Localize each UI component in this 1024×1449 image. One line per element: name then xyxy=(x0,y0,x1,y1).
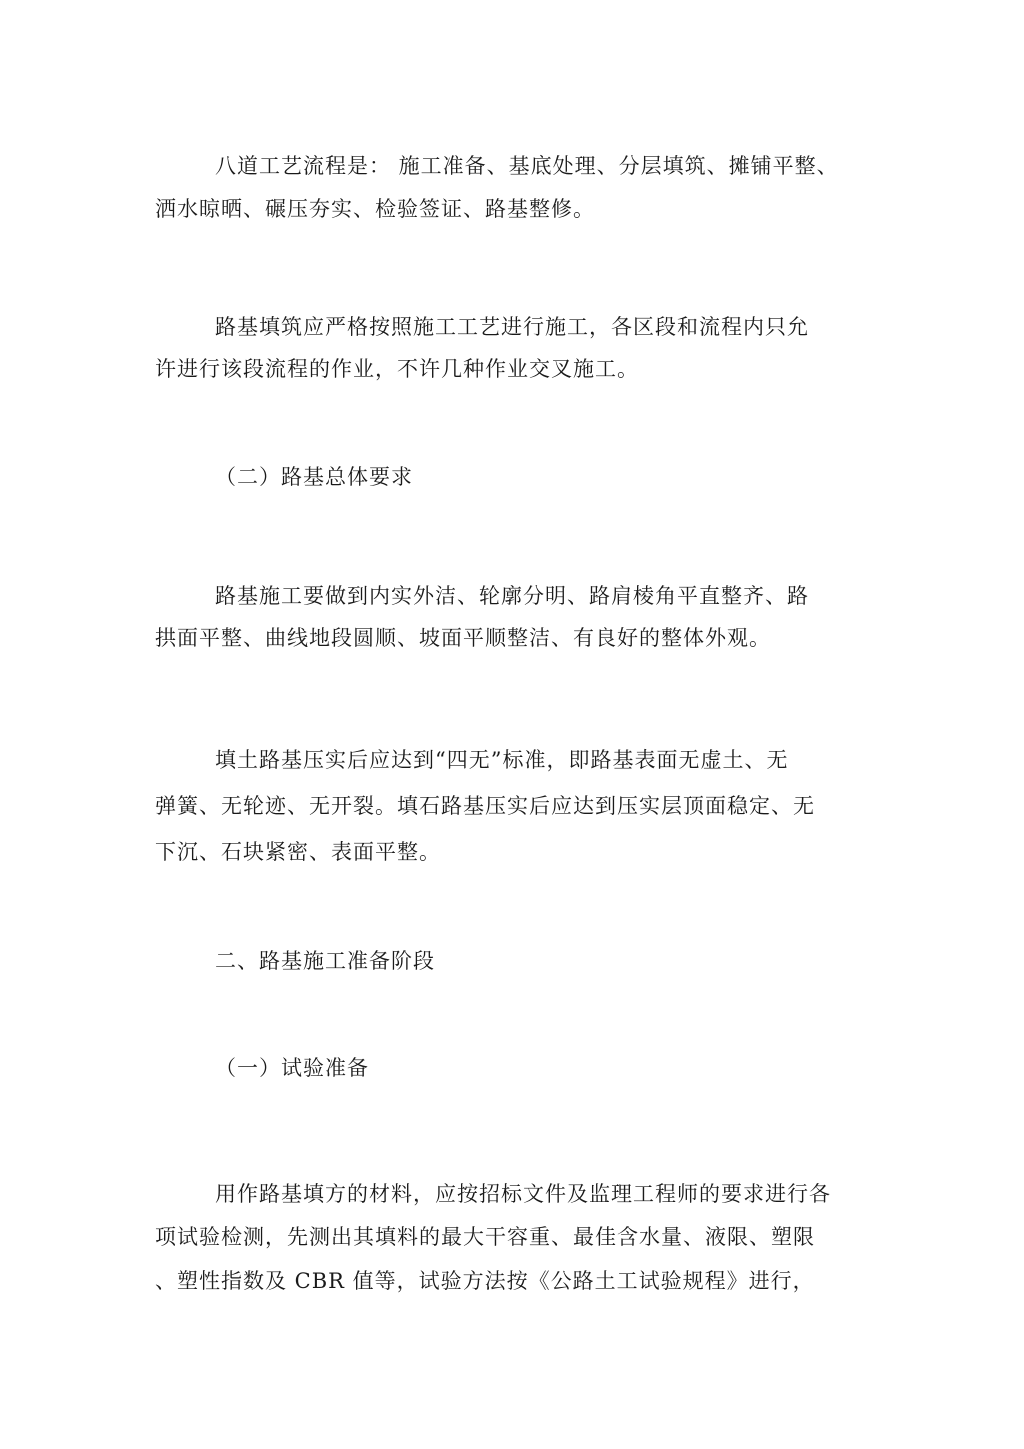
paragraph-fill-rule-line-1: 路基填筑应严格按照施工工艺进行施工，各区段和流程内只允 xyxy=(215,315,809,339)
paragraph-test-line-3: 、塑性指数及 CBR 值等，试验方法按《公路土工试验规程》进行， xyxy=(155,1269,815,1293)
paragraph-compaction-line-3: 下沉、石块紧密、表面平整。 xyxy=(155,840,441,864)
paragraph-process-line-1: 八道工艺流程是： 施工准备、基底处理、分层填筑、摊铺平整、 xyxy=(215,154,839,178)
paragraph-fill-rule-line-2: 许进行该段流程的作业，不许几种作业交叉施工。 xyxy=(155,357,639,381)
paragraph-test-line-2: 项试验检测，先测出其填料的最大干容重、最佳含水量、液限、塑限 xyxy=(155,1225,815,1249)
paragraph-appearance-line-1: 路基施工要做到内实外洁、轮廓分明、路肩棱角平直整齐、路 xyxy=(215,584,809,608)
heading-general-requirements: （二）路基总体要求 xyxy=(215,465,413,489)
heading-test-preparation: （一）试验准备 xyxy=(215,1056,369,1080)
heading-preparation-stage: 二、路基施工准备阶段 xyxy=(215,949,435,973)
paragraph-process-line-2: 洒水晾晒、碾压夯实、检验签证、路基整修。 xyxy=(155,197,595,221)
paragraph-compaction-line-1: 填土路基压实后应达到“四无”标准，即路基表面无虚土、无 xyxy=(215,748,789,772)
paragraph-test-line-1: 用作路基填方的材料，应按招标文件及监理工程师的要求进行各 xyxy=(215,1182,831,1206)
paragraph-compaction-line-2: 弹簧、无轮迹、无开裂。填石路基压实后应达到压实层顶面稳定、无 xyxy=(155,794,815,818)
paragraph-appearance-line-2: 拱面平整、曲线地段圆顺、坡面平顺整洁、有良好的整体外观。 xyxy=(155,626,771,650)
